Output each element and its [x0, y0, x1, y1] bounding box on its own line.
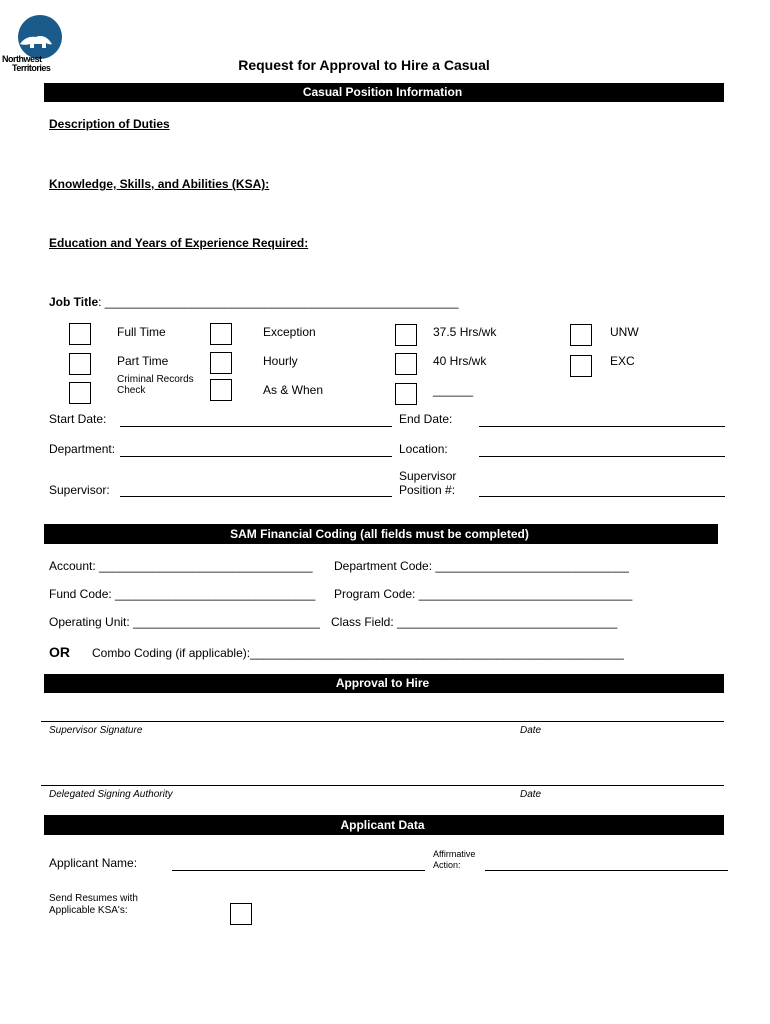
operating-unit-input[interactable] [133, 613, 311, 627]
education-label: Education and Years of Experience Required: [49, 236, 309, 250]
hourly-checkbox[interactable] [210, 352, 232, 374]
supervisor-position-input[interactable] [479, 481, 725, 495]
supervisor-label: Supervisor: [49, 483, 110, 497]
location-label: Location: [399, 442, 448, 456]
send-resumes-checkbox[interactable] [230, 903, 252, 925]
class-field: Class Field: _________________________________ [331, 615, 618, 629]
department-code-input[interactable] [436, 557, 622, 571]
description-label: Description of Duties [49, 117, 170, 131]
location-line [479, 456, 725, 457]
supervisor-signature-line [41, 721, 724, 722]
send-resumes-label: Send Resumes with Applicable KSA's: [49, 893, 138, 916]
fund-code-field: Fund Code: ______________________________ [49, 587, 316, 601]
applicant-name-line [172, 870, 425, 871]
as-when-label: As & When [263, 383, 324, 397]
start-date-input[interactable] [120, 411, 392, 425]
polar-bear-logo-icon [2, 14, 62, 59]
hrs-other-checkbox[interactable] [395, 383, 417, 405]
delegated-authority-line [41, 785, 724, 786]
combo-coding-input[interactable] [252, 644, 622, 658]
hourly-label: Hourly [263, 354, 298, 368]
supervisor-position-line [479, 496, 725, 497]
section-applicant: Applicant Data [41, 815, 724, 835]
hrs-375-checkbox[interactable] [395, 324, 417, 346]
ksa-label: Knowledge, Skills, and Abilities (KSA): [49, 177, 270, 191]
end-date-input[interactable] [479, 411, 725, 425]
supervisor-date-label: Date [520, 725, 542, 736]
exception-checkbox[interactable] [210, 323, 232, 345]
supervisor-input[interactable] [120, 481, 392, 495]
delegated-date-label: Date [520, 789, 542, 800]
section-sam-coding: SAM Financial Coding (all fields must be completed) [41, 524, 718, 544]
logo-line1: Northwest [2, 54, 42, 64]
hrs-other-line: ______ [433, 383, 474, 397]
affirmative-action-input[interactable] [485, 855, 725, 869]
combo-coding-field: Combo Coding (if applicable):________________________________________________________ [92, 646, 624, 660]
unw-label: UNW [610, 325, 639, 339]
exc-checkbox[interactable] [570, 355, 592, 377]
logo-line2: Territories [12, 63, 51, 73]
hrs-40-label: 40 Hrs/wk [433, 354, 487, 368]
end-date-label: End Date: [399, 412, 453, 426]
fund-code-input[interactable] [115, 585, 305, 599]
applicant-name-input[interactable] [172, 855, 425, 869]
department-label: Department: [49, 442, 116, 456]
form-title: Request for Approval to Hire a Casual [238, 57, 490, 73]
supervisor-signature-label: Supervisor Signature [49, 725, 143, 736]
full-time-checkbox[interactable] [69, 323, 91, 345]
class-field-input[interactable] [399, 613, 623, 627]
program-code-input[interactable] [418, 585, 623, 599]
or-label: OR [49, 644, 70, 660]
part-time-label: Part Time [117, 354, 169, 368]
unw-checkbox[interactable] [570, 324, 592, 346]
delegated-authority-label: Delegated Signing Authority [49, 789, 173, 800]
criminal-records-checkbox[interactable] [69, 382, 91, 404]
affirmative-action-label: Affirmative Action: [433, 849, 476, 870]
start-date-label: Start Date: [49, 412, 107, 426]
location-input[interactable] [479, 441, 725, 455]
supervisor-position-label: Supervisor Position #: [399, 469, 457, 497]
department-input[interactable] [120, 441, 392, 455]
start-date-line [120, 426, 392, 427]
job-title-input[interactable] [108, 292, 458, 306]
department-code-field: Department Code: _____________________________ [334, 559, 629, 573]
full-time-label: Full Time [117, 325, 166, 339]
affirmative-action-line [485, 870, 728, 871]
department-line [120, 456, 392, 457]
as-when-checkbox[interactable] [210, 379, 232, 401]
job-title-label: Job Title [49, 295, 99, 309]
hrs-40-checkbox[interactable] [395, 353, 417, 375]
section-casual-position: Casual Position Information [41, 83, 724, 102]
applicant-name-label: Applicant Name: [49, 856, 138, 870]
supervisor-line [120, 496, 392, 497]
program-code-field: Program Code: ________________________________ [334, 587, 633, 601]
end-date-line [479, 426, 725, 427]
account-input[interactable] [100, 557, 305, 571]
exc-label: EXC [610, 354, 635, 368]
exception-label: Exception [263, 325, 316, 339]
account-field: Account: ________________________________ [49, 559, 313, 573]
section-approval: Approval to Hire [41, 674, 724, 693]
part-time-checkbox[interactable] [69, 353, 91, 375]
job-title-line: : _____________________________________________________ [98, 295, 459, 309]
criminal-records-label: Criminal Records Check [117, 374, 194, 396]
hrs-375-label: 37.5 Hrs/wk [433, 325, 497, 339]
operating-unit-field: Operating Unit: ____________________________ [49, 615, 320, 629]
